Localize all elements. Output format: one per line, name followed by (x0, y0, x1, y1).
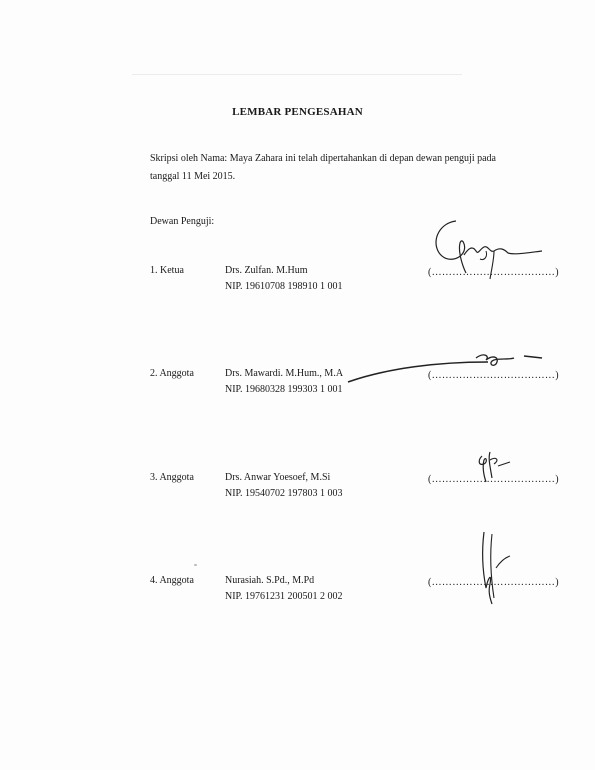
page-title: LEMBAR PENGESAHAN (232, 106, 363, 118)
intro-line-1: Skripsi oleh Nama: Maya Zahara ini telah dipertahankan di depan dewan penguji pada (150, 153, 496, 164)
examiner-name: Drs. Anwar Yoesoef, M.Si (225, 472, 331, 483)
panel-heading: Dewan Penguji: (150, 216, 215, 227)
examiner-nip: NIP. 19680328 199303 1 001 (225, 384, 343, 395)
examiner-nip: NIP. 19761231 200501 2 002 (225, 591, 343, 602)
signature-line: (………………………………) (428, 474, 559, 485)
signature-line: (………………………………) (428, 267, 559, 278)
examiner-row-1 (150, 265, 560, 305)
scan-speck (194, 564, 197, 566)
examiner-row-3 (150, 472, 560, 512)
examiner-name: Drs. Zulfan. M.Hum (225, 265, 308, 276)
examiner-row-4 (150, 575, 560, 615)
examiner-role: 3. Anggota (150, 472, 194, 483)
examiner-role: 4. Anggota (150, 575, 194, 586)
examiner-name: Drs. Mawardi. M.Hum., M.A (225, 368, 344, 379)
signature-line: (………………………………) (428, 577, 559, 588)
examiner-role: 2. Anggota (150, 368, 194, 379)
intro-line-2: tanggal 11 Mei 2015. (150, 171, 236, 182)
scan-artifact-line (132, 74, 462, 75)
intro-paragraph (150, 150, 560, 186)
examiner-role: 1. Ketua (150, 265, 184, 276)
examiner-nip: NIP. 19540702 197803 1 003 (225, 488, 343, 499)
signature-line: (………………………………) (428, 370, 559, 381)
examiner-row-2 (150, 368, 560, 408)
examiner-nip: NIP. 19610708 198910 1 001 (225, 281, 343, 292)
examiner-name: Nurasiah. S.Pd., M.Pd (225, 575, 315, 586)
